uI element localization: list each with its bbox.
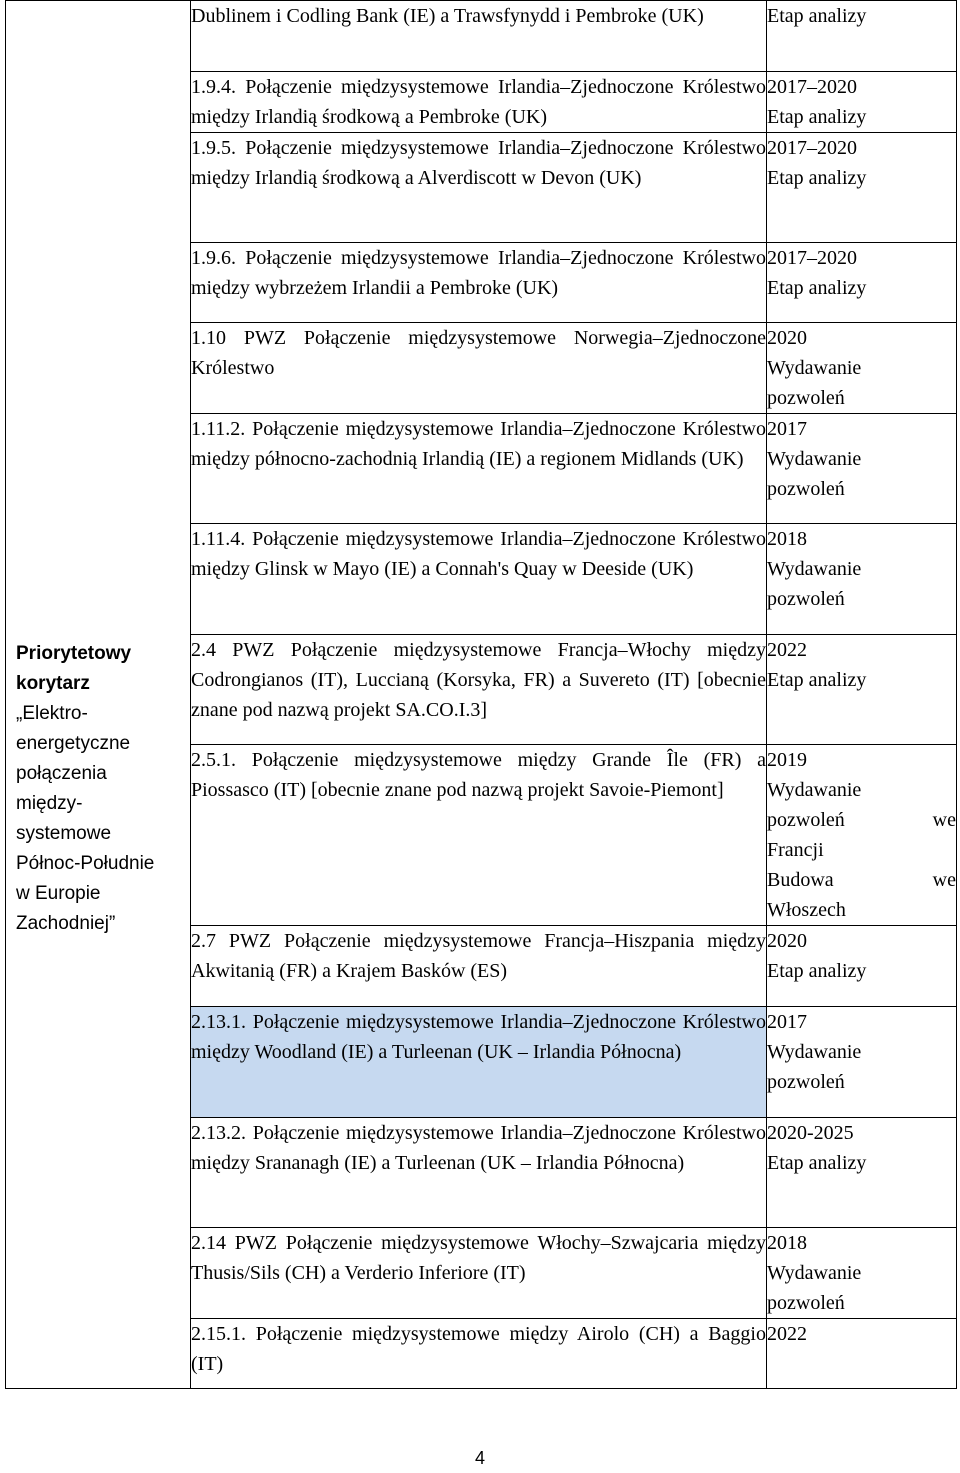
- corridor-label-line: między-: [16, 793, 83, 814]
- status-cell: [767, 414, 957, 524]
- status-line: Wydawanie: [767, 779, 862, 801]
- status-line: Etap analizy: [767, 669, 867, 691]
- corridor-label-line: połączenia: [16, 763, 107, 784]
- status-line: pozwoleń: [767, 478, 845, 500]
- project-cell: Dublinem i Codling Bank (IE) a Trawsfynydd i Pembroke (UK): [191, 1, 767, 72]
- status-line: 2019: [767, 749, 807, 771]
- status-line: [767, 865, 956, 895]
- project-cell: 2.14 PWZ Połączenie międzysystemowe Włochy–Szwajcaria między Thusis/Sils (CH) a Verderio Inferiore (IT): [191, 1228, 767, 1319]
- status-cell: [767, 926, 957, 1007]
- status-word: we: [932, 869, 956, 891]
- status-line: [767, 805, 956, 835]
- status-line: Etap analizy: [767, 167, 867, 189]
- corridor-label-line: korytarz: [16, 673, 90, 694]
- status-cell: [767, 1228, 957, 1319]
- corridor-label-line: w Europie: [16, 883, 101, 904]
- project-cell: 2.7 PWZ Połączenie międzysystemowe Francja–Hiszpania między Akwitanią (FR) a Krajem Basków (ES): [191, 926, 767, 1007]
- project-cell: 2.15.1. Połączenie międzysystemowe między Airolo (CH) a Baggio (IT): [191, 1319, 767, 1389]
- corridor-label-line: Priorytetowy: [16, 643, 132, 664]
- status-word: Budowa: [767, 869, 834, 891]
- status-line: [767, 835, 956, 865]
- project-cell: 1.11.4. Połączenie międzysystemowe Irlandia–Zjednoczone Królestwo między Glinsk w Mayo (IE) a Connah's Quay w Deeside (UK): [191, 524, 767, 635]
- project-cell: 1.10 PWZ Połączenie międzysystemowe Norwegia–Zjednoczone Królestwo: [191, 323, 767, 414]
- status-line: pozwoleń: [767, 1071, 845, 1093]
- corridor-label-line: Zachodniej”: [16, 913, 116, 934]
- status-line: 2022: [767, 1323, 807, 1345]
- status-cell: [767, 133, 957, 243]
- status-line: pozwoleń: [767, 387, 845, 409]
- status-line: Wydawanie: [767, 1041, 862, 1063]
- status-line: Etap analizy: [767, 277, 867, 299]
- status-line: Etap analizy: [767, 960, 867, 982]
- status-line: Wydawanie: [767, 558, 862, 580]
- status-line: Etap analizy: [767, 1152, 867, 1174]
- status-line: Wydawanie: [767, 448, 862, 470]
- status-line: 2018: [767, 1232, 807, 1254]
- status-line: Etap analizy: [767, 5, 867, 27]
- status-cell: [767, 745, 957, 926]
- status-line: Wydawanie: [767, 1262, 862, 1284]
- project-cell: 1.9.4. Połączenie międzysystemowe Irlandia–Zjednoczone Królestwo między Irlandią środkową a Pembroke (UK): [191, 72, 767, 133]
- status-cell: [767, 524, 957, 635]
- status-line: 2020: [767, 930, 807, 952]
- project-cell: 2.13.1. Połączenie międzysystemowe Irlandia–Zjednoczone Królestwo między Woodland (IE) a Turleenan (UK – Irlandia Północna): [191, 1007, 767, 1118]
- status-line: 2022: [767, 639, 807, 661]
- status-line: Wydawanie: [767, 357, 862, 379]
- table-row: [6, 1, 957, 72]
- status-line: pozwoleń: [767, 1292, 845, 1314]
- status-cell: [767, 1319, 957, 1389]
- status-cell: [767, 1007, 957, 1118]
- status-line: 2017–2020: [767, 76, 857, 98]
- status-line: 2018: [767, 528, 807, 550]
- status-line: pozwoleń: [767, 588, 845, 610]
- status-line: 2020: [767, 327, 807, 349]
- status-cell: [767, 1118, 957, 1228]
- status-cell: [767, 323, 957, 414]
- status-word: pozwoleń: [767, 809, 845, 831]
- status-line: 2020-2025: [767, 1122, 854, 1144]
- corridor-label-cell: [6, 1, 191, 1389]
- corridor-label-line: energetyczne: [16, 733, 131, 754]
- project-cell: 2.13.2. Połączenie międzysystemowe Irlandia–Zjednoczone Królestwo między Srananagh (IE) a Turleenan (UK – Irlandia Północna): [191, 1118, 767, 1228]
- project-cell: 2.4 PWZ Połączenie międzysystemowe Francja–Włochy między Codrongianos (IT), Luccianą (Korsyka, FR) a Suvereto (IT) [obecnie znane pod nazwą projekt SA.CO.I.3]: [191, 635, 767, 745]
- status-line: Etap analizy: [767, 106, 867, 128]
- corridor-label: [6, 639, 190, 939]
- status-word: we: [932, 809, 956, 831]
- status-line: [767, 895, 956, 925]
- status-line: 2017–2020: [767, 137, 857, 159]
- status-line: 2017: [767, 1011, 807, 1033]
- status-cell: [767, 243, 957, 323]
- project-cell: 1.9.5. Połączenie międzysystemowe Irlandia–Zjednoczone Królestwo między Irlandią środkową a Alverdiscott w Devon (UK): [191, 133, 767, 243]
- status-word: Włoszech: [767, 899, 846, 921]
- status-word: Francji: [767, 839, 824, 861]
- status-line: 2017: [767, 418, 807, 440]
- project-cell: 1.9.6. Połączenie międzysystemowe Irlandia–Zjednoczone Królestwo między wybrzeżem Irlandii a Pembroke (UK): [191, 243, 767, 323]
- corridor-label-line: Północ-Południe: [16, 853, 155, 874]
- project-cell: 2.5.1. Połączenie międzysystemowe między Grande Île (FR) a Piossasco (IT) [obecnie znane pod nazwą projekt Savoie-Piemont]: [191, 745, 767, 926]
- status-cell: [767, 72, 957, 133]
- status-line: 2017–2020: [767, 247, 857, 269]
- projects-table: [5, 0, 957, 1389]
- corridor-label-line: systemowe: [16, 823, 112, 844]
- status-cell: [767, 1, 957, 72]
- status-cell: [767, 635, 957, 745]
- page-number: 4: [474, 1448, 485, 1468]
- project-cell: 1.11.2. Połączenie międzysystemowe Irlandia–Zjednoczone Królestwo między północno-zachodnią Irlandią (IE) a regionem Midlands (UK): [191, 414, 767, 524]
- corridor-label-line: „Elektro-: [16, 703, 88, 724]
